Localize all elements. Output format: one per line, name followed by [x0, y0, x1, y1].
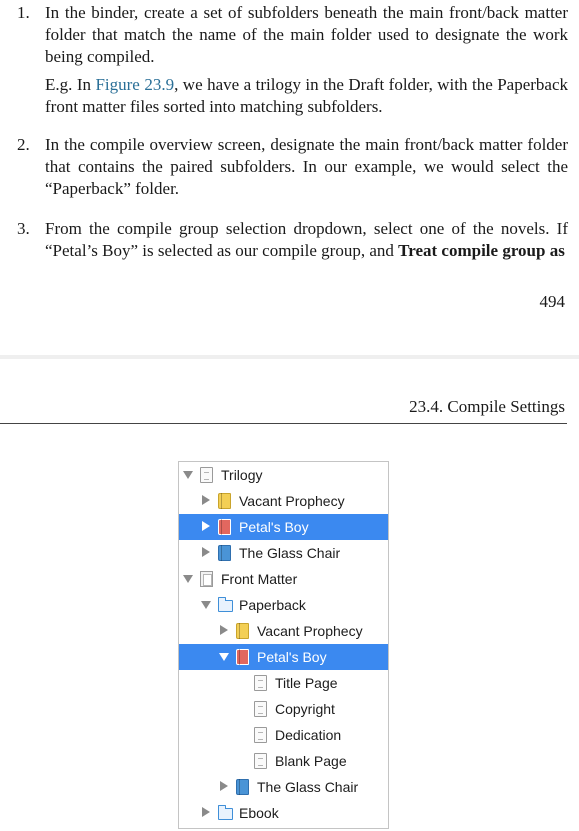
binder-row-petals-boy[interactable]	[179, 514, 388, 540]
step-example	[45, 74, 568, 118]
document-icon	[254, 675, 267, 691]
binder-row-label: Ebook	[239, 805, 279, 821]
blue-book-icon	[218, 545, 231, 561]
binder-row-front-matter[interactable]	[179, 566, 388, 592]
disclosure-right-icon[interactable]	[220, 625, 228, 635]
red-book-icon	[218, 519, 231, 535]
binder-row-label: Vacant Prophecy	[239, 493, 345, 509]
blue-book-icon	[236, 779, 249, 795]
binder-row-vacant-prophecy[interactable]	[179, 618, 388, 644]
folder-icon	[218, 808, 233, 820]
step-text	[45, 218, 568, 262]
disclosure-right-icon[interactable]	[202, 547, 210, 557]
binder-row-label: The Glass Chair	[239, 545, 341, 561]
disclosure-down-icon[interactable]	[183, 471, 193, 479]
binder-row-copyright[interactable]	[179, 696, 388, 722]
yellow-book-icon	[218, 493, 231, 509]
document-icon	[200, 467, 213, 483]
step-text: In the compile overview screen, designate the main front/back matter folder that contains the paired subfolders. In our example, we would select the “Paperback” folder.	[45, 135, 568, 198]
example-rest: , we have a trilogy in the Draft folder, with the Paperback front matter files sorted into matching subfolders.	[45, 75, 568, 116]
binder-row-label: Petal's Boy	[239, 519, 309, 535]
page-number: 494	[539, 292, 565, 311]
binder-row-the-glass-chair[interactable]	[179, 774, 388, 800]
binder-row-label: Petal's Boy	[257, 649, 327, 665]
figure-link[interactable]: Figure 23.9	[95, 75, 175, 94]
binder-panel	[178, 461, 389, 829]
folder-icon	[218, 600, 233, 612]
disclosure-down-icon[interactable]	[183, 575, 193, 583]
step-number: 3.	[17, 219, 30, 238]
step-text-lead: From the compile group selection dropdown, select one of the novels. If “Petal’s Boy” is selected as our compile group, and	[45, 219, 568, 260]
step-number: 2.	[17, 135, 30, 154]
binder-row-the-glass-chair[interactable]	[179, 540, 388, 566]
document-icon	[254, 701, 267, 717]
binder-row-label: Copyright	[275, 701, 335, 717]
yellow-book-icon	[236, 623, 249, 639]
header-rule	[0, 423, 567, 424]
binder-row-title-page[interactable]	[179, 670, 388, 696]
disclosure-right-icon[interactable]	[202, 807, 210, 817]
step-text: In the binder, create a set of subfolders beneath the main front/back matter folder that match the name of the main folder used to designate the work being compiled.	[45, 3, 568, 66]
binder-row-dedication[interactable]	[179, 722, 388, 748]
binder-row-label: Front Matter	[221, 571, 298, 587]
binder-row-label: Title Page	[275, 675, 338, 691]
document-icon	[254, 727, 267, 743]
front-matter-folder-icon	[200, 571, 213, 587]
running-head: 23.4. Compile Settings	[409, 397, 565, 416]
binder-row-label: Trilogy	[221, 467, 263, 483]
binder-row-label: The Glass Chair	[257, 779, 359, 795]
binder-row-trilogy[interactable]	[179, 462, 388, 488]
disclosure-right-icon[interactable]	[220, 781, 228, 791]
disclosure-right-icon[interactable]	[202, 521, 210, 531]
red-book-icon	[236, 649, 249, 665]
step-number: 1.	[17, 3, 30, 22]
binder-row-ebook[interactable]	[179, 800, 388, 826]
binder-row-blank-page[interactable]	[179, 748, 388, 774]
binder-row-vacant-prophecy[interactable]	[179, 488, 388, 514]
example-lead: E.g. In	[45, 75, 96, 94]
page-495	[0, 359, 579, 831]
binder-row-label: Dedication	[275, 727, 342, 743]
step-text-bold: Treat compile group as	[398, 241, 565, 260]
binder-row-petals-boy[interactable]	[179, 644, 388, 670]
disclosure-down-icon[interactable]	[219, 653, 229, 661]
binder-row-label: Paperback	[239, 597, 306, 613]
disclosure-right-icon[interactable]	[202, 495, 210, 505]
document-icon	[254, 753, 267, 769]
binder-row-label: Vacant Prophecy	[257, 623, 363, 639]
page-494	[0, 0, 579, 355]
binder-row-label: Blank Page	[275, 753, 347, 769]
binder-row-paperback[interactable]	[179, 592, 388, 618]
disclosure-down-icon[interactable]	[201, 601, 211, 609]
